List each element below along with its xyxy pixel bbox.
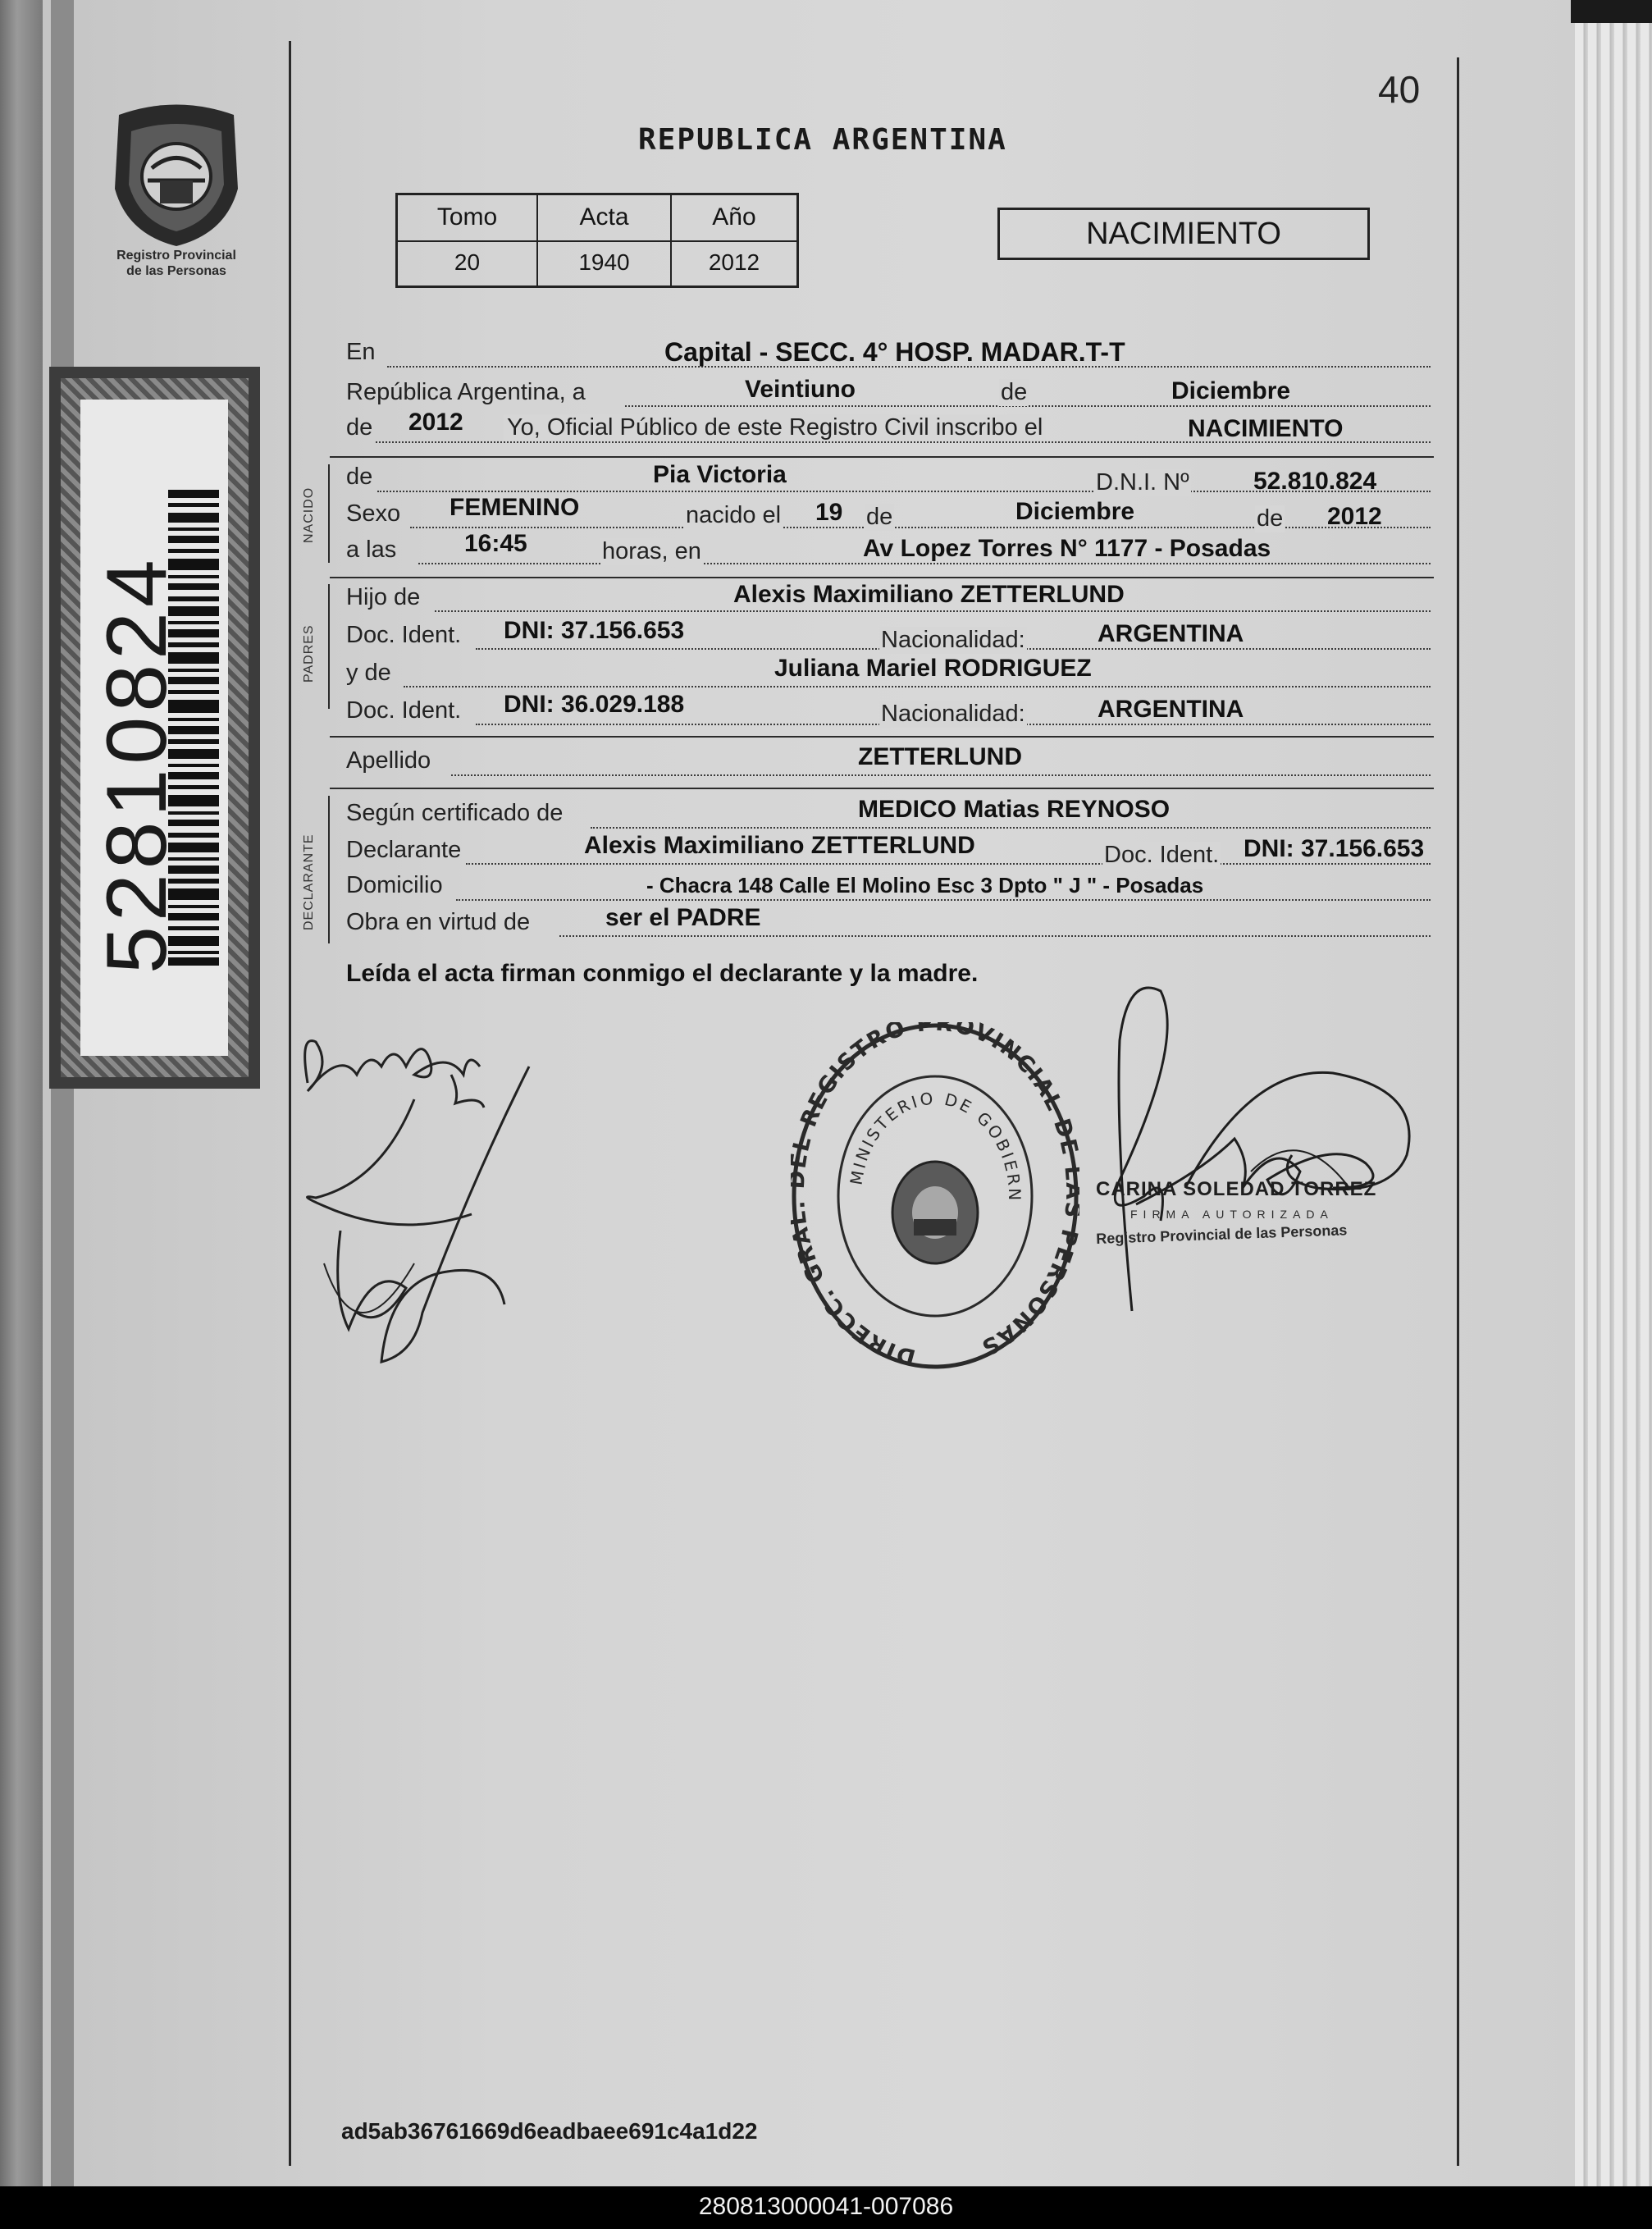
page-stack-edge	[1575, 0, 1652, 2186]
certificate-label: Según certificado de	[346, 800, 564, 826]
record-table	[395, 193, 799, 288]
surname: ZETTERLUND	[858, 743, 1022, 770]
mother-nationality: ARGENTINA	[1098, 696, 1244, 723]
mother-signature	[291, 1017, 570, 1378]
registry-logo	[103, 98, 250, 254]
mother-nac-label: Nacionalidad:	[881, 701, 1025, 727]
father-nationality: ARGENTINA	[1098, 620, 1244, 647]
book-binding	[0, 0, 43, 2186]
father-name: Alexis Maximiliano ZETTERLUND	[733, 581, 1125, 608]
birth-year: 2012	[1327, 503, 1382, 530]
section-bracket	[328, 584, 330, 709]
obra-label: Obra en virtud de	[346, 909, 531, 935]
birth-month: Diciembre	[1015, 498, 1135, 525]
de2-label: de	[346, 414, 373, 441]
declarante-section-label: DECLARANTE	[302, 834, 316, 930]
dotted-line	[404, 686, 1431, 687]
child-name: Pia Victoria	[653, 461, 787, 488]
registration-place: Capital - SECC. 4° HOSP. MADAR.T-T	[664, 337, 1125, 367]
svg-text:MINISTERIO DE GOBIERNO: MINISTERIO DE GOBIERN	[846, 1088, 1025, 1204]
table-header-tomo: Tomo	[436, 203, 498, 231]
registration-month: Diciembre	[1171, 377, 1291, 404]
logo-caption-line2: de las Personas	[126, 264, 226, 278]
nacido-el-label: nacido el	[686, 502, 782, 528]
declarant-address: - Chacra 148 Calle El Molino Esc 3 Dpto " J " - Posadas	[646, 873, 1204, 898]
official-registry: Registro Provincial de las Personas	[1096, 1222, 1348, 1247]
de-label: de	[1001, 379, 1028, 405]
dotted-line	[591, 827, 1431, 829]
logo-caption-line1: Registro Provincial	[116, 249, 236, 263]
registration-year: 2012	[408, 409, 463, 436]
official-name: CARINA SOLEDAD TORREZ	[1096, 1178, 1377, 1200]
dotted-line	[456, 899, 1431, 901]
birth-place: Av Lopez Torres N° 1177 - Posadas	[863, 535, 1271, 562]
stamp-seal-icon	[791, 1022, 1079, 1370]
nacido-section-label: NACIDO	[302, 486, 316, 543]
mother-name: Juliana Mariel RODRIGUEZ	[774, 655, 1092, 682]
statement-value: NACIMIENTO	[1188, 415, 1344, 442]
hijo-de-label: Hijo de	[346, 584, 421, 610]
apellido-label: Apellido	[346, 747, 431, 774]
dotted-line	[451, 774, 1431, 776]
footer-id: 280813000041-007086	[698, 2193, 954, 2220]
corner-shadow	[1571, 0, 1652, 23]
registration-day: Veintiuno	[745, 376, 856, 403]
statement-text: Yo, Oficial Público de este Registro Civil inscribo el	[504, 414, 1046, 441]
sexo-label: Sexo	[346, 500, 401, 527]
section-divider	[330, 456, 1434, 458]
section-divider	[330, 736, 1434, 738]
barcode-sticker	[49, 367, 260, 1089]
child-dni: 52.810.824	[1253, 468, 1377, 495]
dotted-line	[466, 863, 1431, 865]
svg-text:DIRECC. GRAL. DEL REGISTRO PRO: DIRECC. GR L REGISTRO PROVINCIAL D PERSONAS	[791, 1022, 1079, 1370]
record-type-box: NACIMIENTO	[997, 208, 1370, 260]
father-doc: DNI: 37.156.653	[504, 617, 685, 644]
table-value-tomo: 20	[454, 249, 481, 275]
page-number: 40	[1378, 68, 1421, 111]
section-divider	[330, 577, 1434, 578]
section-bracket	[328, 464, 330, 563]
padres-section-label: PADRES	[302, 624, 316, 683]
binding-stripe	[51, 0, 74, 2186]
table-value-ano: 2012	[708, 249, 760, 275]
right-margin-line	[1457, 57, 1459, 2166]
dni-label: D.N.I. Nº	[1096, 469, 1189, 496]
table-header-ano: Año	[712, 203, 756, 231]
father-nac-label: Nacionalidad:	[881, 627, 1025, 653]
official-role: FIRMA AUTORIZADA	[1130, 1208, 1334, 1221]
alas-label: a las	[346, 537, 397, 563]
domicilio-label: Domicilio	[346, 872, 443, 898]
certificate-issuer: MEDICO Matias REYNOSO	[858, 796, 1171, 823]
province-seal-icon	[103, 98, 250, 254]
father-doc-label: Doc. Ident.	[346, 622, 462, 648]
official-signature	[1087, 975, 1431, 1327]
official-seal	[791, 1022, 1079, 1370]
document-hash: ad5ab36761669d6eadbaee691c4a1d22	[341, 2118, 758, 2144]
dotted-line	[559, 935, 1431, 937]
dotted-line	[435, 610, 1431, 612]
nacido-de-label: de	[346, 464, 373, 490]
birth-de2-label: de	[1257, 505, 1284, 532]
footer-bar	[0, 2186, 1652, 2229]
handwritten-signature-icon	[1087, 975, 1431, 1327]
declarant-relation: ser el PADRE	[605, 904, 761, 931]
declarant-label: Declarante	[346, 837, 462, 863]
mother-doc-label: Doc. Ident.	[346, 697, 462, 724]
closing-statement: Leída el acta firman conmigo el declarante y la madre.	[346, 960, 979, 987]
barcode-number: 52810824	[89, 555, 185, 974]
birth-de-label: de	[866, 504, 893, 530]
en-label: En	[346, 339, 376, 365]
table-header-acta: Acta	[579, 203, 629, 231]
child-sex: FEMENINO	[450, 494, 580, 521]
document-title: REPUBLICA ARGENTINA	[638, 123, 1007, 157]
republica-label: República Argentina, a	[346, 379, 586, 405]
birth-time: 16:45	[464, 530, 527, 557]
section-divider	[330, 788, 1434, 789]
logo-caption	[82, 248, 271, 279]
mother-doc: DNI: 36.029.188	[504, 691, 685, 718]
declarant-doc-label: Doc. Ident.	[1104, 842, 1220, 868]
declarant-name: Alexis Maximiliano ZETTERLUND	[584, 832, 975, 859]
horas-label: horas, en	[602, 538, 701, 564]
birth-day: 19	[815, 499, 843, 526]
dotted-line	[418, 563, 1431, 564]
declarant-doc: DNI: 37.156.653	[1244, 835, 1425, 862]
table-value-acta: 1940	[578, 249, 630, 275]
section-bracket	[328, 796, 330, 943]
y-de-label: y de	[346, 660, 391, 686]
